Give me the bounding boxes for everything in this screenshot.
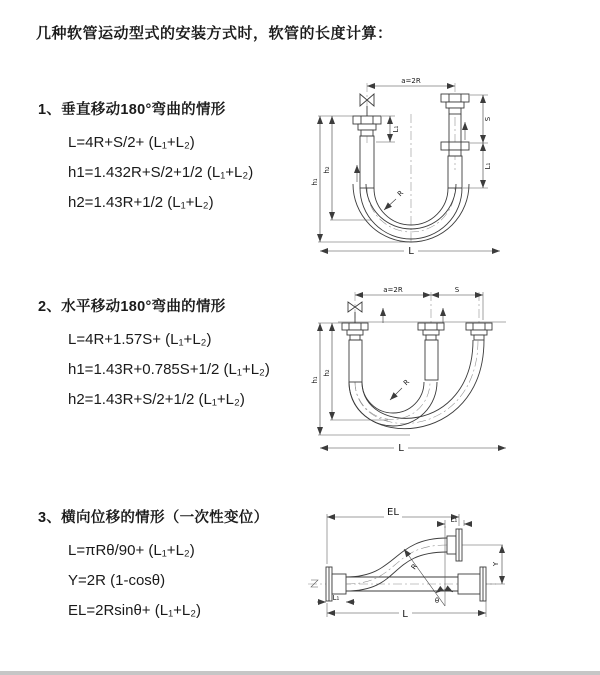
l1-top-dimension (437, 516, 472, 528)
braided-hose (360, 136, 374, 188)
right-fitting (466, 323, 492, 340)
diagram-lateral-displacement (300, 498, 600, 660)
length-dimension (320, 244, 500, 257)
dim-label-l1-right: L₁ (484, 162, 492, 170)
section-horizontal-180 (38, 295, 310, 414)
diagram-vertical-180-bend (310, 70, 600, 260)
left-fitting (342, 323, 368, 382)
section-3-heading: 3、横向位移的情形（一次性变位） (38, 510, 269, 526)
formula: L=πRθ/90+ (L₁+L₂) (68, 541, 195, 559)
centerlines (355, 292, 483, 424)
l1-bottom-dimension (317, 594, 355, 602)
braided-hose (425, 340, 438, 380)
formula: h1=1.432R+S/2+1/2 (L₁+L₂) (68, 163, 254, 181)
dim-label-r: R (396, 189, 406, 199)
braided-hose (349, 340, 362, 382)
braided-hose (448, 156, 462, 188)
dim-label-l: L (402, 609, 408, 620)
formula: h2=1.43R+S/2+1/2 (L₁+L₂) (68, 390, 245, 408)
dim-label-h1: h₁ (311, 178, 319, 186)
dim-label-r: R (402, 378, 412, 388)
formula: Y=2R (1-cosθ) (68, 571, 166, 589)
dim-label-h1: h₁ (311, 376, 319, 384)
top-dimension (367, 77, 455, 86)
formula: h1=1.43R+0.785S+1/2 (L₁+L₂) (68, 360, 270, 378)
dim-label-l1-left: L₁ (392, 125, 400, 133)
dim-label-a2r: a=2R (383, 286, 403, 294)
dim-label-a2r: a=2R (401, 77, 421, 85)
dim-label-h2: h₂ (323, 369, 331, 377)
dim-label-l1-top: L₁ (450, 516, 458, 524)
dim-label-s: S (454, 286, 460, 294)
angle-label-theta: θ (434, 597, 440, 605)
length-dimension (327, 601, 486, 620)
dim-label-y: Y (492, 561, 500, 567)
page-title: 几种软管运动型式的安装方式时，软管的长度计算： (36, 25, 393, 42)
axis-break-mark (311, 580, 318, 587)
y-dimension (486, 545, 505, 584)
dim-label-l: L (408, 246, 414, 257)
height-dimensions (311, 116, 408, 242)
formula: EL=2Rsinθ+ (L₁+L₂) (68, 601, 202, 619)
dim-label-l: L (398, 443, 404, 454)
section-2-formulas (38, 324, 310, 414)
section-vertical-180 (38, 98, 310, 217)
formula: h2=1.43R+1/2 (L₁+L₂) (68, 193, 214, 211)
diagram-horizontal-180-bend (310, 280, 600, 460)
formula: L=4R+1.57S+ (L₁+L₂) (68, 330, 212, 348)
dim-label-h2: h₂ (323, 166, 331, 174)
radius-callout (390, 378, 411, 400)
section-2-heading: 2、水平移动180°弯曲的情形 (38, 299, 226, 315)
s-curve-hose (346, 538, 447, 591)
upper-right-flange (447, 529, 503, 561)
dim-label-r: R (409, 562, 420, 572)
u-bend-hoses (349, 340, 484, 429)
dim-label-s: S (484, 116, 492, 122)
right-dimensions (463, 95, 492, 188)
top-dimension (355, 286, 483, 295)
formula: L=4R+S/2+ (L₁+L₂) (68, 133, 195, 151)
radius-callout (384, 189, 405, 210)
el-dimension (327, 507, 459, 564)
dim-label-l1-bottom: L₁ (332, 594, 340, 602)
dim-label-el: EL (387, 507, 399, 518)
middle-fitting (418, 323, 444, 380)
section-1-formulas (38, 127, 310, 217)
section-1-heading: 1、垂直移动180°弯曲的情形 (38, 102, 226, 118)
length-dimension (320, 441, 506, 454)
section-3-formulas (38, 535, 310, 625)
section-lateral-displacement (38, 506, 310, 625)
flow-arrows (383, 308, 443, 323)
